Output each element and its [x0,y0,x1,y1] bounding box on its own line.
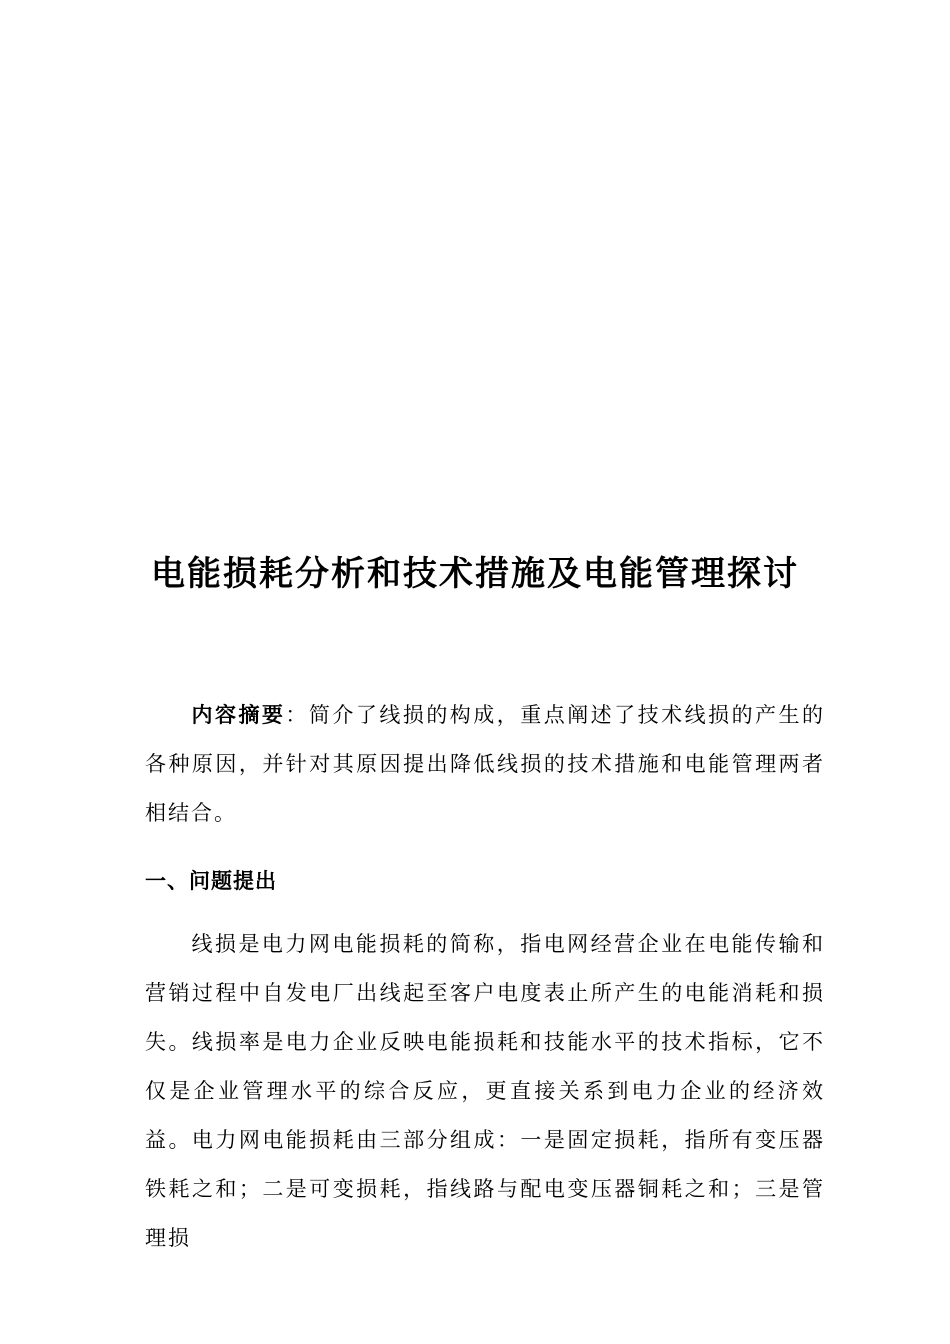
abstract-separator: ： [285,703,309,727]
abstract-text: 简介了线损的构成，重点阐述了技术线损的产生的各种原因，并针对其原因提出降低线损的技术措施和电能管理两者相结合。 [145,703,826,825]
section-paragraph [145,920,825,1263]
abstract-paragraph [145,690,825,838]
abstract-label: 内容摘要 [191,702,286,727]
paragraph-text: 线损是电力网电能损耗的简称，指电网经营企业在电能传输和营销过程中自发电厂出线起至客户电度表止所产生的电能消耗和损失。线损率是电力企业反映电能损耗和技能水平的技术指标，它不仅是企业管理水平的综合反应，更直接关系到电力企业的经济效益。电力网电能损耗由三部分组成：一是固定损耗，指所有变压器铁耗之和；二是可变损耗，指线路与配电变压器铜耗之和；三是管理损 [145,932,825,1250]
section-heading: 一、问题提出 [145,868,277,893]
document-title: 电能损耗分析和技术措施及电能管理探讨 [151,554,799,594]
